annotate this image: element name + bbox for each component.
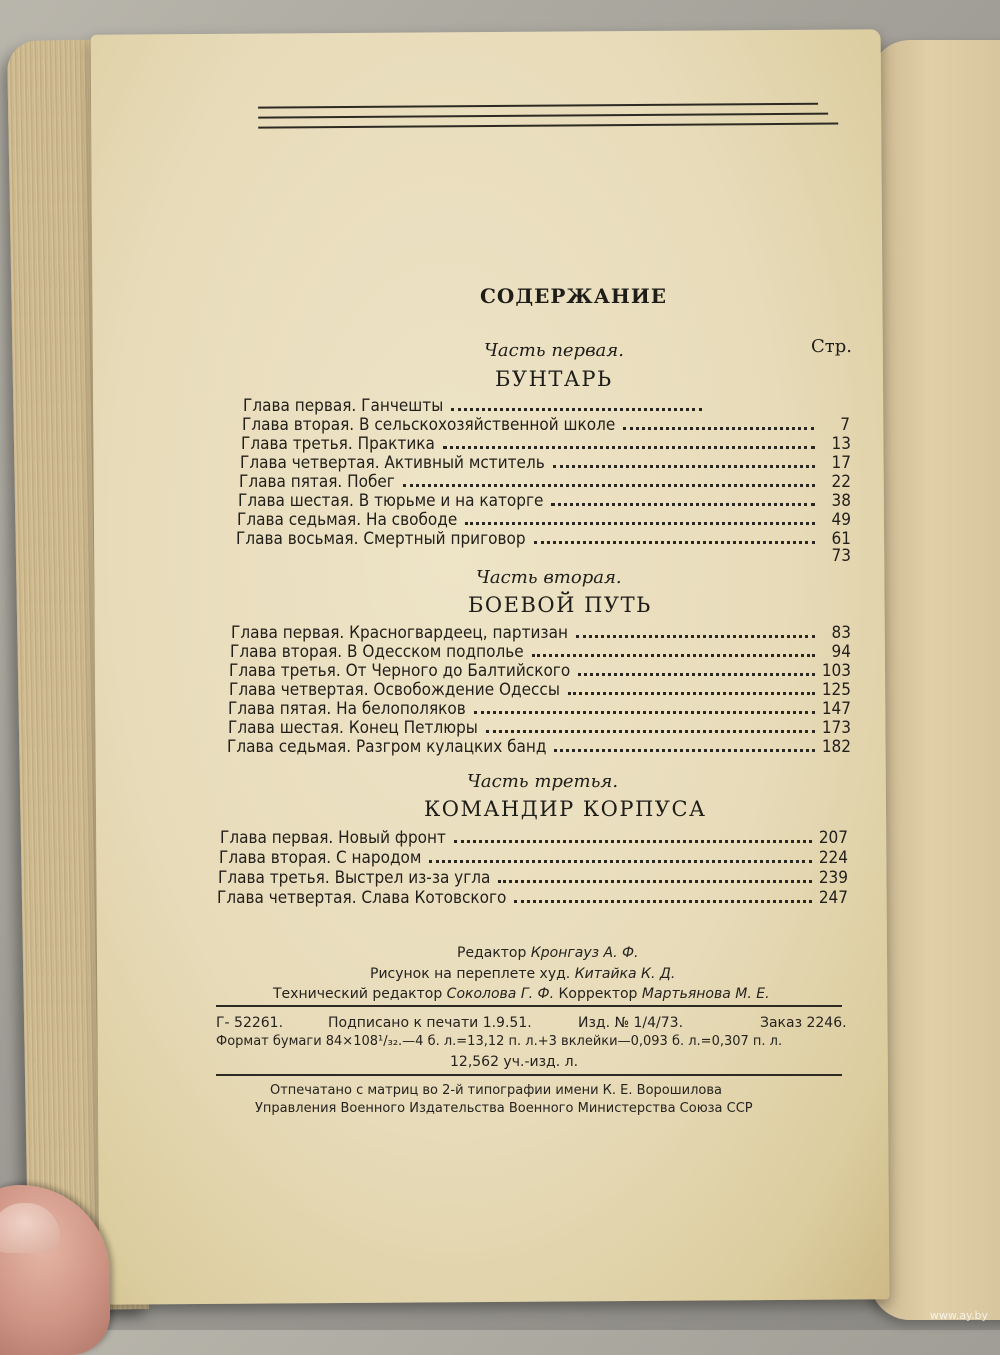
toc-chapter: Глава вторая. С народом: [219, 848, 422, 868]
imprint-cover-name: Китайка К. Д.: [574, 966, 676, 982]
toc-page: 61: [831, 529, 851, 549]
toc-row: [236, 546, 851, 566]
toc-chapter: Глава четвертая. Слава Котовского: [217, 888, 507, 908]
decorative-rules: [258, 102, 848, 146]
imprint-proof-name: Мартьянова М. Е.: [641, 986, 770, 1002]
toc-chapter: Глава пятая. Побег: [239, 472, 395, 492]
toc-page: 7: [840, 415, 850, 435]
toc-page: 247: [818, 888, 848, 908]
toc-row: [228, 718, 851, 738]
imprint-tech-editor: [273, 986, 770, 1002]
toc-page: 22: [831, 472, 851, 492]
toc-row: [239, 472, 851, 492]
imprint-editor: [457, 945, 638, 961]
toc-chapter: Глава вторая. В сельскохозяйственной школе: [242, 415, 616, 435]
toc-chapter: Глава шестая. Конец Петлюры: [228, 718, 478, 738]
toc-chapter: Глава вторая. В Одесском подполье: [230, 642, 524, 662]
toc-page: 239: [818, 868, 848, 888]
imprint-printed-line-1: Отпечатано с матриц во 2-й типографии имени К. Е. Ворошилова: [270, 1083, 722, 1098]
toc-page: 38: [831, 491, 851, 511]
toc-chapter: Глава четвертая. Активный мститель: [240, 453, 545, 473]
imprint-code: Г- 52261.: [216, 1015, 284, 1031]
divider: [216, 1074, 842, 1076]
toc-row: [240, 453, 851, 473]
toc-page: 73: [831, 546, 851, 566]
toc-chapter: Глава четвертая. Освобождение Одессы: [229, 680, 560, 700]
toc-row: [229, 661, 851, 681]
toc-page: 49: [831, 510, 851, 530]
imprint-cover-label: Рисунок на переплете худ.: [370, 966, 571, 982]
part-title: БОЕВОЙ ПУТЬ: [468, 593, 652, 617]
imprint-format: Формат бумаги 84×108¹/₃₂.—4 б. л.=13,12 п. л.+3 вклейки—0,093 б. л.=0,307 п. л.: [216, 1034, 783, 1049]
toc-row: [220, 828, 848, 848]
imprint-tech-label: Технический редактор: [273, 986, 443, 1002]
toc-page: 83: [831, 623, 851, 643]
toc-page: 13: [831, 434, 851, 454]
toc-row: [238, 491, 851, 511]
part-title: БУНТАРЬ: [495, 367, 613, 391]
part-label: Часть первая.: [484, 340, 624, 361]
toc-row: [229, 680, 851, 700]
imprint-editor-name: Кронгауз А. Ф.: [530, 945, 639, 961]
toc-chapter: Глава третья. Практика: [241, 434, 435, 454]
toc-row: [237, 510, 851, 530]
part-title: КОМАНДИР КОРПУСА: [424, 797, 707, 821]
toc-chapter: Глава первая. Новый фронт: [220, 828, 446, 848]
toc-row: [228, 699, 851, 719]
imprint-cover-artist: [370, 966, 675, 982]
toc-chapter: Глава первая. Красногвардеец, партизан: [231, 623, 568, 643]
toc-chapter: Глава шестая. В тюрьме и на каторге: [238, 491, 544, 511]
part-label: Часть вторая.: [476, 567, 622, 588]
imprint-izd: Изд. № 1/4/73.: [578, 1015, 684, 1031]
imprint-editor-label: Редактор: [457, 945, 527, 961]
toc-row: [218, 868, 848, 888]
toc-chapter: Глава седьмая. На свободе: [237, 510, 458, 530]
toc-row: [241, 434, 851, 454]
imprint-order: Заказ 2246.: [760, 1015, 847, 1031]
toc-page: 147: [821, 699, 851, 719]
imprint-signed: Подписано к печати 1.9.51.: [328, 1015, 532, 1031]
toc-row: [217, 888, 848, 908]
toc-chapter: Глава восьмая. Смертный приговор: [236, 529, 526, 549]
toc-chapter: Глава седьмая. Разгром кулацких банд: [227, 737, 547, 757]
toc-page: 207: [818, 828, 848, 848]
toc-chapter: Глава третья. От Черного до Балтийского: [229, 661, 571, 681]
toc-page: 125: [821, 680, 851, 700]
toc-row: [219, 848, 848, 868]
toc-chapter: Глава третья. Выстрел из-за угла: [218, 868, 491, 888]
toc-row: [242, 415, 850, 435]
toc-chapter: Глава первая. Ганчешты: [243, 396, 444, 416]
toc-page: 17: [831, 453, 851, 473]
toc-row: [243, 396, 738, 416]
page-column-header: Стр.: [811, 336, 852, 357]
toc-page: 103: [821, 661, 851, 681]
watermark: www.ay.by: [929, 1309, 988, 1322]
imprint-proof-label: Корректор: [558, 986, 638, 1002]
imprint-tech-name: Соколова Г. Ф.: [446, 986, 555, 1002]
toc-page: 182: [821, 737, 851, 757]
part-label: Часть третья.: [467, 771, 619, 792]
facing-page-edge: [870, 40, 1000, 1320]
toc-row: [230, 642, 851, 662]
toc-row: [231, 623, 851, 643]
divider: [216, 1005, 842, 1007]
imprint-uch-izd: 12,562 уч.-изд. л.: [450, 1054, 579, 1070]
toc-page: 94: [831, 642, 851, 662]
toc-page: 173: [821, 718, 851, 738]
imprint-printed-line-2: Управления Военного Издательства Военного Министерства Союза ССР: [255, 1101, 753, 1116]
toc-chapter: Глава пятая. На белополяков: [228, 699, 466, 719]
toc-row: [227, 737, 851, 757]
page-title: СОДЕРЖАНИЕ: [480, 284, 667, 308]
toc-page: 224: [818, 848, 848, 868]
